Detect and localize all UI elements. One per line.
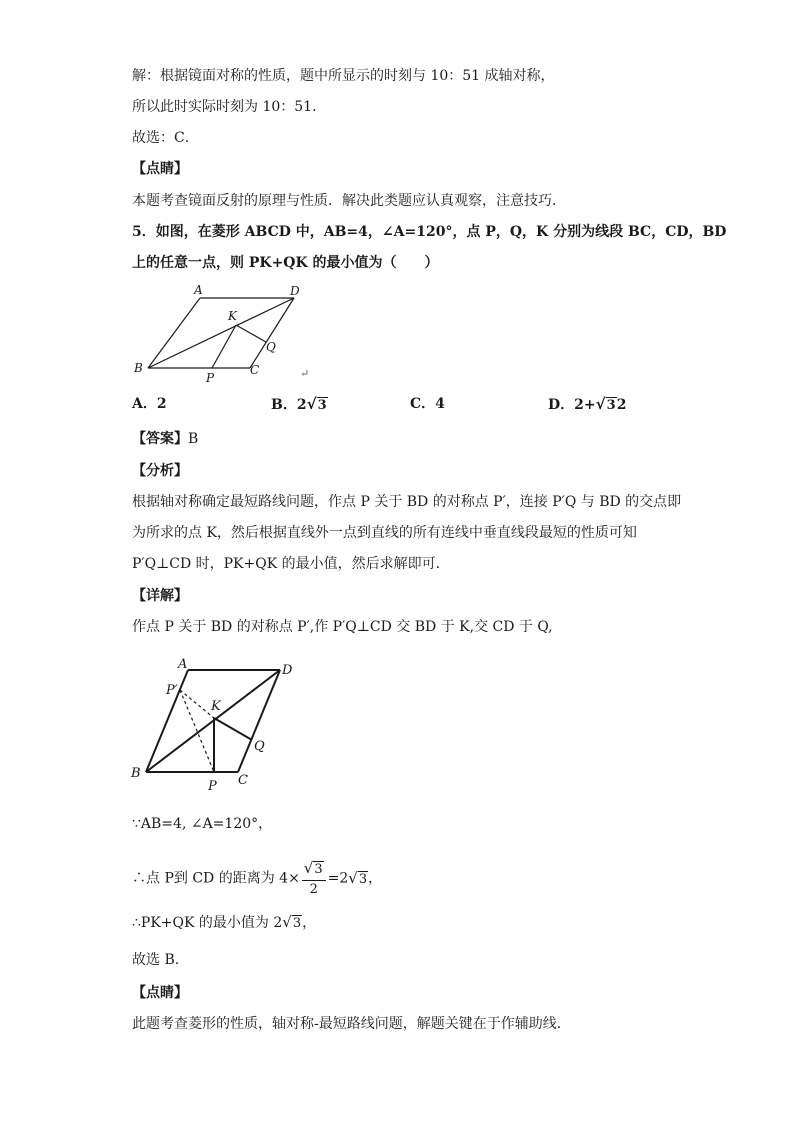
fig1-label-q: Q — [266, 340, 276, 354]
q5-stem-line-2: 上的任意一点，则 PK+QK 的最小值为（ ） — [132, 255, 439, 271]
fig1-label-b: B — [134, 361, 143, 375]
prev-comment-tag: 【点睛】 — [132, 161, 188, 177]
final-choice: 故选 B. — [132, 952, 180, 968]
fig1-label-c: C — [250, 363, 260, 377]
option-c: C．4 — [410, 396, 445, 412]
option-a: A．2 — [132, 396, 167, 412]
fig1-label-a: A — [194, 283, 203, 297]
detail-tag: 【详解】 — [132, 588, 188, 604]
step-2: ∴点 P到 CD 的距离为 4× $\frac{√3}{2}$ =2√3， — [132, 859, 383, 897]
fig2-label-c: C — [238, 773, 248, 788]
segment-kq — [236, 325, 266, 342]
analysis-line-2: 为所求的点 K，然后根据直线外一点到直线的所有连线中垂直线段最短的性质可知 — [132, 525, 637, 541]
fig1-label-d: D — [290, 284, 300, 298]
fig2-label-k: K — [211, 699, 221, 714]
analysis-line-3: P′Q⊥CD 时，PK+QK 的最小值，然后求解即可． — [132, 556, 450, 572]
prev-solution-line-1: 解：根据镜面对称的性质，题中所显示的时刻与 10：51 成轴对称， — [132, 68, 555, 84]
step-2-eq: =2 — [327, 870, 349, 887]
fig2-label-q: Q — [254, 739, 265, 754]
analysis-tag: 【分析】 — [132, 463, 188, 479]
option-d-prefix: D．2+ — [548, 397, 596, 413]
option-d — [548, 394, 626, 416]
step-2-prefix: ∴点 P到 CD 的距离为 4× — [132, 870, 300, 887]
fig2-label-p: P — [208, 779, 217, 794]
return-mark: ↵ — [300, 367, 310, 380]
edge-ba — [148, 298, 200, 368]
sqrt-symbol: √3 — [348, 868, 368, 887]
sqrt-symbol: √3 — [303, 859, 323, 877]
analysis-line-1: 根据轴对称确定最短路线问题，作点 P 关于 BD 的对称点 P′，连接 P′Q 与 BD 的交点即 — [132, 494, 682, 510]
q5-stem-line-1: 5．如图，在菱形 ABCD 中，AB=4，∠A=120°，点 P，Q，K 分别为线段 BC，CD，BD — [132, 224, 727, 240]
prev-comment: 本题考查镜面反射的原理与性质．解决此类题应认真观察，注意技巧． — [132, 193, 566, 209]
fig2-label-p-prime: P′ — [166, 683, 178, 698]
fig2-label-a: A — [178, 657, 188, 672]
option-b-prefix: B．2 — [271, 397, 307, 413]
sqrt-symbol: √3 — [282, 913, 302, 931]
fig1-label-k: K — [228, 309, 237, 323]
fig2-label-d: D — [282, 663, 293, 678]
fig1-label-p: P — [206, 371, 215, 385]
step-1: ∵AB=4, ∠A=120°， — [132, 816, 273, 832]
answer-value: B — [188, 431, 199, 447]
fig2-label-b: B — [131, 766, 141, 781]
detail-line-1: 作点 P 关于 BD 的对称点 P′,作 P′Q⊥CD 交 BD 于 K,交 CD 于 Q, — [132, 619, 553, 635]
prev-choice: 故选：C． — [132, 130, 199, 146]
dashed-p1-p — [180, 690, 214, 772]
option-b — [271, 394, 328, 416]
comment: 此题考查菱形的性质，轴对称-最短路线问题，解题关键在于作辅助线. — [132, 1016, 562, 1032]
rhombus-figure-2 — [128, 652, 308, 794]
step-3: ∴PK+QK 的最小值为 2√3， — [132, 912, 316, 934]
answer-tag: 【答案】 — [132, 431, 188, 447]
prev-solution-line-2: 所以此时实际时刻为 10：51． — [132, 99, 327, 115]
step-3-prefix: ∴PK+QK 的最小值为 2 — [132, 915, 283, 931]
comment-tag: 【点睛】 — [132, 985, 188, 1001]
rhombus-figure-1 — [128, 278, 328, 388]
dashed-p1-k — [180, 690, 214, 718]
fraction: $\frac{√3}{2}$ — [302, 858, 326, 899]
sqrt-symbol: √3 — [306, 395, 327, 413]
sqrt-symbol: √3 — [595, 395, 616, 413]
answer-line — [132, 429, 198, 449]
segment-kq — [214, 718, 252, 740]
option-d-suffix: 2 — [616, 397, 627, 413]
